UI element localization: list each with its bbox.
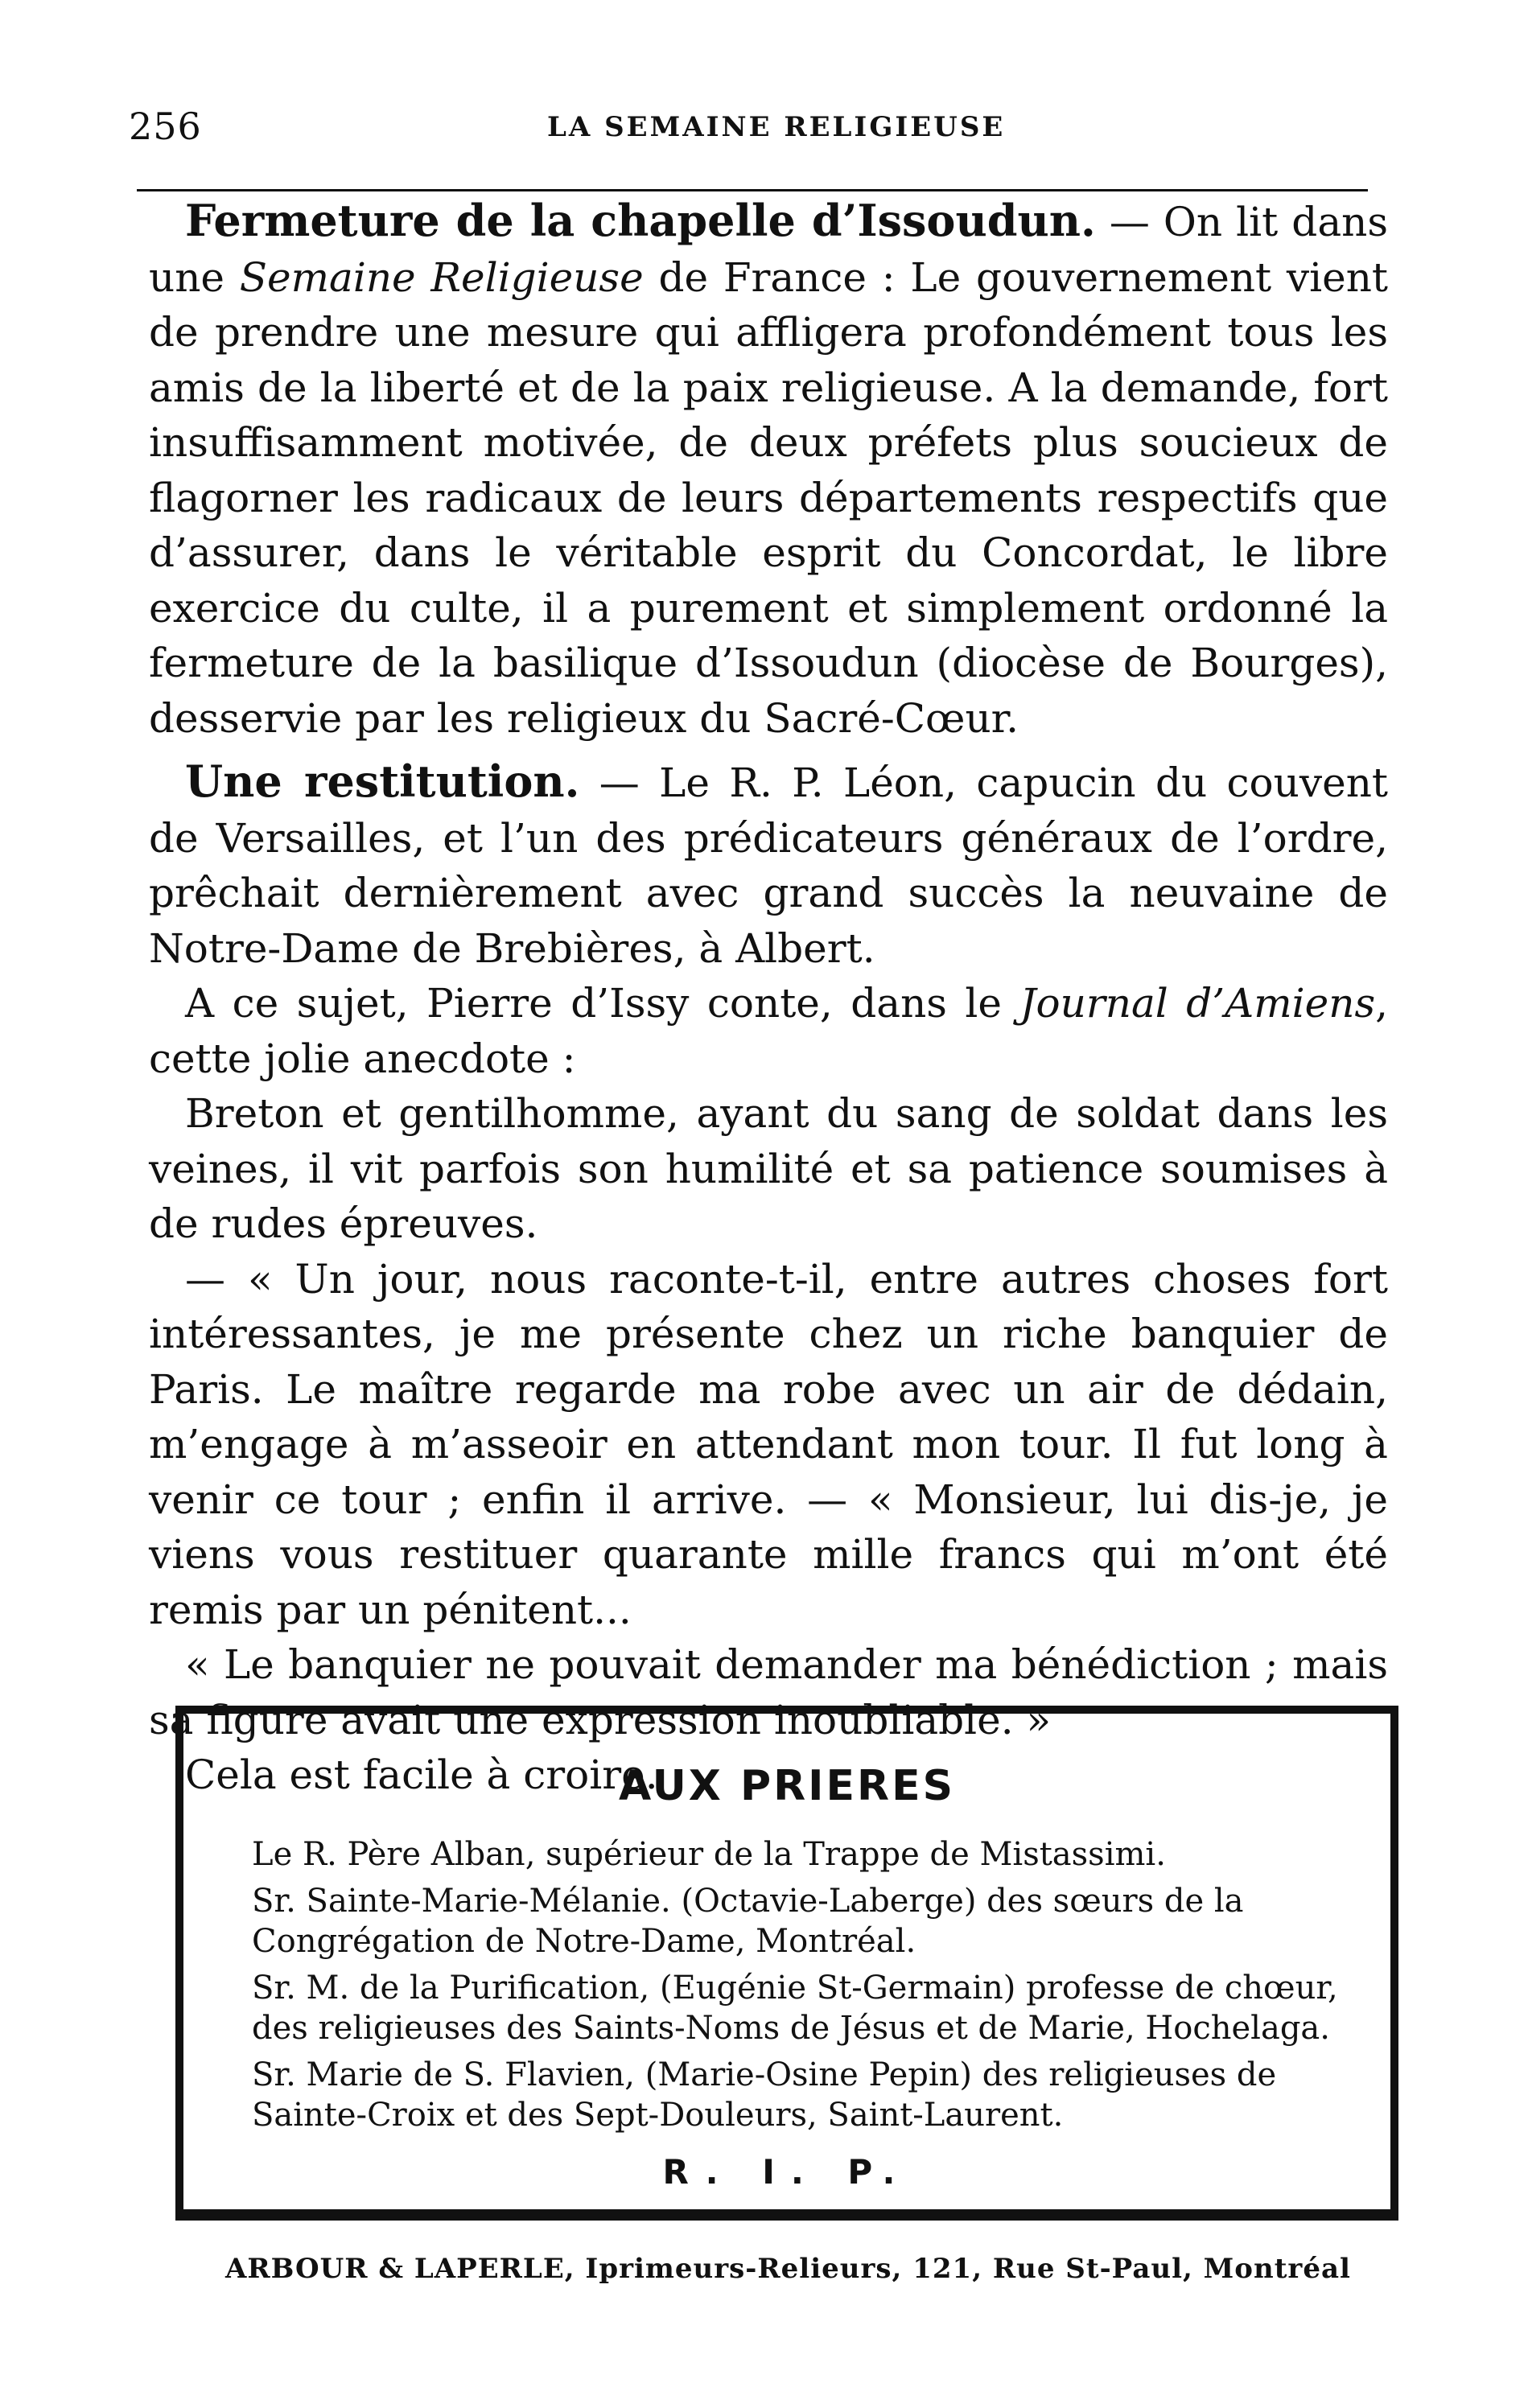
paragraph (149, 976, 1388, 1086)
article-restitution (149, 754, 1388, 976)
paragraph-text: , cette jolie anecdote : (149, 980, 1389, 1082)
printer-imprint: ARBOUR & LAPERLE, Iprimeurs-Relieurs, 121, Rue St-Paul, Montréal (225, 2253, 1351, 2285)
publication-name: Semaine Religieuse (239, 253, 644, 301)
page-header (129, 105, 1368, 153)
prayers-box (175, 1706, 1398, 2221)
prayer-entry: Sr. M. de la Purification, (Eugénie St-Germain) professe de chœur, des religieuses des Saints-Noms de Jésus et de Marie, Hochelaga. (252, 1970, 1338, 2047)
article-body (149, 193, 1388, 1803)
article-text: de France : Le gouvernement vient de prendre une mesure qui affligera profondément tous les amis de la liberté et de la paix religieuse. A la demande, fort insuffisamment motivée, de deux préfets plus soucieux de flagorner les radicaux de leurs départements respectifs que d’assurer, dans le véritable esprit du Concordat, le libre exercice du culte, il a purement et simplement ordonné la fermeture de la basilique d’Issoudun (diocèse de Bourges), desservie par les religieux du Sacré-Cœur. (149, 253, 1389, 742)
article-title-issoudun: Fermeture de la chapelle d’Issoudun. (185, 195, 1096, 246)
article-issoudun (149, 193, 1388, 746)
article-text: — Le R. P. Léon, capucin du couvent de Versailles, et l’un des prédicateurs généraux de l’ordre, prêchait dernièrement avec grand succès la neuvaine de Notre-Dame de Brebières, à Albert. (149, 759, 1388, 972)
paragraph-text: A ce sujet, Pierre d’Issy conte, dans le (185, 980, 1020, 1027)
paragraph: « Le banquier ne pouvait demander ma bénédiction ; mais sa figure avait une expression inoubliable. » (149, 1641, 1388, 1743)
article-title-restitution: Une restitution. (185, 755, 580, 807)
article-lead: — On lit dans une (149, 199, 1388, 301)
running-title: LA SEMAINE RELIGIEUSE (547, 111, 1006, 143)
prayers-title: AUX PRIERES (618, 1762, 956, 1810)
page-number: 256 (129, 105, 202, 148)
prayer-entry: Sr. Sainte-Marie-Mélanie. (Octavie-Laberge) des sœurs de la Congrégation de Notre-Dame, Montréal. (252, 1883, 1244, 1960)
prayer-entry: Le R. Père Alban, supérieur de la Trappe de Mistassimi. (252, 1836, 1166, 1873)
paragraph: — « Un jour, nous raconte-t-il, entre autres choses fort intéressantes, je me présente chez un riche banquier de Paris. Le maître regarde ma robe avec un air de dédain, m’engage à m’asseoir en attendant mon tour. Il fut long à venir ce tour ; enfin il arrive. — « Monsieur, lui dis-je, je viens vous restituer quarante mille francs qui m’ont été remis par un pénitent... (149, 1255, 1388, 1633)
header-rule (137, 189, 1368, 191)
paragraph: Cela est facile à croire. (185, 1751, 658, 1798)
rip-closing: R. I. P. (662, 2152, 912, 2192)
prayers-list (252, 1834, 1370, 2142)
journal-name: Journal d’Amiens (1019, 980, 1376, 1027)
paragraph: Breton et gentilhomme, ayant du sang de soldat dans les veines, il vit parfois son humilité et sa patience soumises à de rudes épreuves. (149, 1090, 1388, 1247)
prayer-entry: Sr. Marie de S. Flavien, (Marie-Osine Pepin) des religieuses de Sainte-Croix et des Sept-Douleurs, Saint-Laurent. (252, 2056, 1277, 2134)
